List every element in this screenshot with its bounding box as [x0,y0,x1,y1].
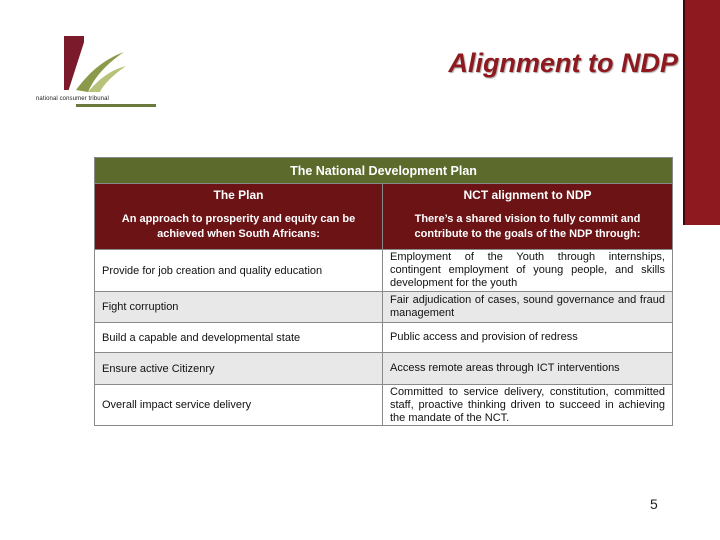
plan-cell: Overall impact service delivery [95,385,383,426]
alignment-cell: Public access and provision of redress [383,323,673,353]
ndp-table [94,157,673,426]
side-accent-bar [683,0,720,225]
column-header-plan: The Plan [95,184,383,206]
column-header-alignment: NCT alignment to NDP [383,184,673,206]
slide-title: Alignment to NDP [448,48,678,78]
plan-cell: Fight corruption [95,292,383,323]
logo-text: national consumer tribunal [36,96,109,102]
alignment-cell: Access remote areas through ICT interventions [383,353,673,385]
plan-cell: Build a capable and developmental state [95,323,383,353]
subheader-plan: An approach to prosperity and equity can be achieved when South Africans: [95,206,383,250]
table-row [95,250,673,292]
subheader-row [95,206,673,250]
alignment-cell: Fair adjudication of cases, sound governance and fraud management [383,292,673,323]
logo-underline [76,104,156,107]
table-row [95,353,673,385]
plan-cell: Ensure active Citizenry [95,353,383,385]
table-row [95,323,673,353]
page-number: 5 [650,496,658,512]
table-title: The National Development Plan [95,158,673,184]
plan-cell: Provide for job creation and quality education [95,250,383,292]
nct-logo [36,34,136,110]
alignment-cell: Employment of the Youth through internships, contingent employment of young people, and skills development for the youth [383,250,673,292]
alignment-cell: Committed to service delivery, constitution, committed staff, proactive thinking driven to succeed in achieving the mandate of the NCT. [383,385,673,426]
column-header-row [95,184,673,206]
table-title-row [95,158,673,184]
subheader-alignment: There’s a shared vision to fully commit and contribute to the goals of the NDP through: [383,206,673,250]
table-row [95,385,673,426]
nct-logo-icon [58,34,128,96]
table-row [95,292,673,323]
